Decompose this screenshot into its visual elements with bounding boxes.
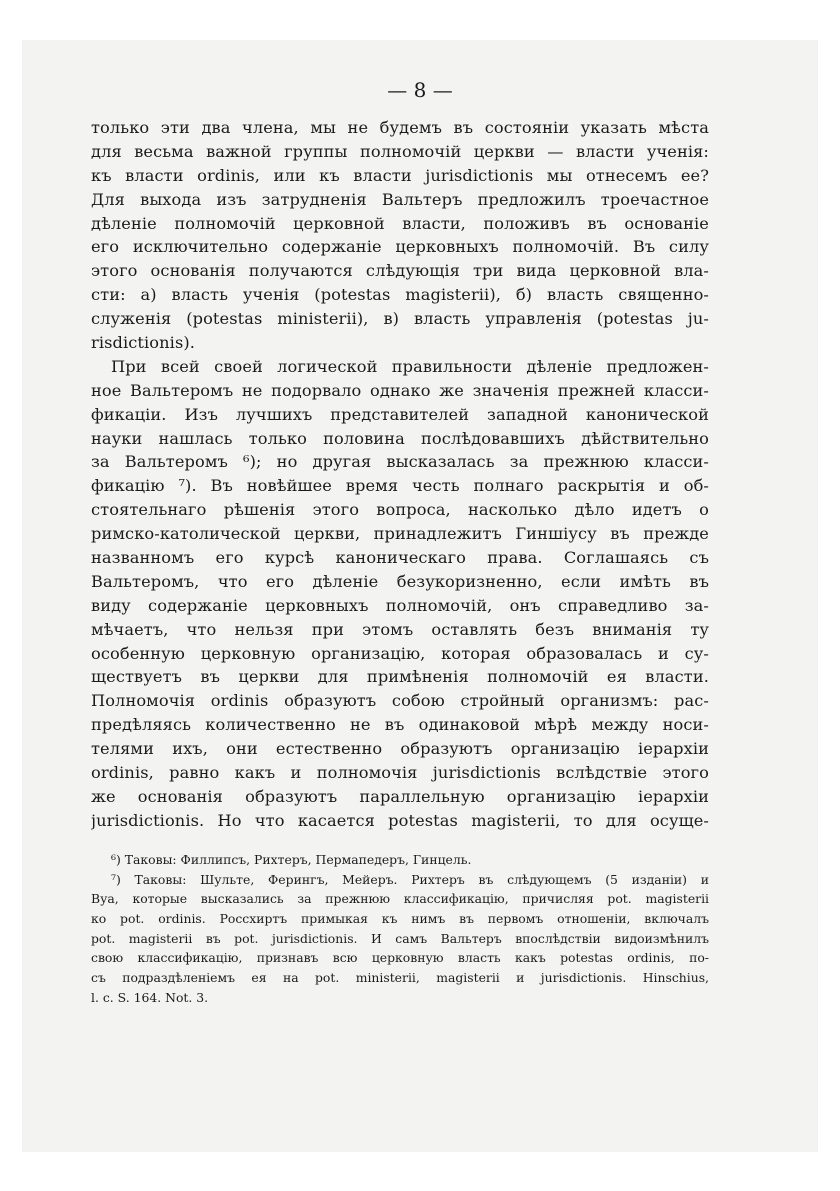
footnote-line: ⁶) Таковы: Филлипсъ, Рихтеръ, Пермапедеръ, Гинцель.: [111, 852, 472, 867]
footnote-line: l. c. S. 164. Not. 3.: [91, 989, 209, 1005]
text-line: ществуетъ въ церкви для примѣненiя полномочiй ея власти.: [91, 667, 709, 687]
text-line: ное Вальтеромъ не подорвало однако же значенiя прежней класси-: [91, 380, 709, 400]
text-line: римско-католической церкви, принадлежитъ Гиншiусу въ прежде: [91, 524, 709, 544]
text-line: jurisdictionis. Но что касается potestas magisterii, то для осуще-: [91, 810, 709, 830]
footnote-line: ⁷) Таковы: Шульте, Ферингъ, Мейеръ. Рихтеръ въ слѣдующемъ (5 изданiи) и: [111, 871, 709, 887]
footnote-6: [91, 850, 709, 870]
text-line: же основанiя образуютъ параллельную организацiю iерархiи: [91, 786, 709, 806]
text-line: особенную церковную организацiю, которая образовалась и су-: [91, 643, 709, 663]
footnote-line: ко pot. ordinis. Россхиртъ примыкая къ нимъ въ первомъ отношенiи, включалъ: [91, 911, 709, 927]
text-line: дѣленiе полномочiй церковной власти, положивъ въ основанiе: [91, 213, 709, 233]
paragraph-1: [91, 116, 709, 355]
text-line: фикацiи. Изъ лучшихъ представителей западной канонической: [91, 404, 709, 424]
text-line: названномъ его курсѣ каноническаго права. Соглашаясь съ: [91, 548, 709, 568]
text-line: этого основанiя получаются слѣдующiя три вида церковной вла-: [91, 261, 709, 281]
footnotes: [91, 850, 709, 1008]
text-line: служенiя (potestas ministerii), в) власть управленiя (potestas ju-: [91, 309, 709, 329]
text-line: фикацiю ⁷). Въ новѣйшее время честь полнаго раскрытiя и об-: [91, 476, 709, 496]
text-line: виду содержанiе церковныхъ полномочiй, онъ справедливо за-: [91, 595, 709, 615]
text-line: телями ихъ, они естественно образуютъ организацiю iерархiи: [91, 739, 709, 759]
text-line: предѣляясь количественно не въ одинаковой мѣрѣ между носи-: [91, 715, 709, 735]
page-number: — 8 —: [387, 78, 453, 102]
text-line: для весьма важной группы полномочiй церкви — власти ученiя:: [91, 141, 709, 161]
text-line: стоятельнаго рѣшенiя этого вопроса, насколько дѣло идетъ о: [91, 500, 709, 520]
text-line: ordinis, равно какъ и полномочiя jurisdictionis вслѣдствiе этого: [91, 763, 709, 783]
text-line: Полномочiя ordinis образуютъ собою стройный организмъ: рас-: [91, 691, 709, 711]
text-line: къ власти ordinis, или къ власти jurisdictionis мы отнесемъ ее?: [91, 165, 709, 185]
text-line: сти: а) власть ученiя (potestas magisterii), б) власть священно-: [91, 285, 709, 305]
text-line: его исключительно содержанiе церковныхъ полномочiй. Въ силу: [91, 237, 709, 257]
text-line: При всей своей логической правильности дѣленiе предложен-: [111, 356, 709, 376]
text-line: Для выхода изъ затрудненiя Вальтеръ предложилъ троечастное: [91, 189, 709, 209]
text-line: мѣчаетъ, что нельзя при этомъ оставлять безъ вниманiя ту: [91, 619, 709, 639]
paragraph-2: [91, 355, 709, 833]
text-line: Вальтеромъ, что его дѣленiе безукоризненно, если имѣть въ: [91, 571, 709, 591]
footnote-line: Вуа, которые высказались за прежнюю классификацiю, причисляя pot. magisterii: [91, 891, 709, 907]
body-text: [91, 116, 709, 833]
footnote-7: [91, 870, 709, 1008]
text-line: только эти два члена, мы не будемъ въ состоянiи указать мѣста: [91, 118, 709, 137]
text-line: науки нашлась только половина послѣдовавшихъ дѣйствительно: [91, 428, 709, 448]
text-line: за Вальтеромъ ⁶); но другая высказалась за прежнюю класси-: [91, 452, 709, 472]
footnote-line: съ подраздѣленiемъ ея на pot. ministerii, magisterii и jurisdictionis. Hinschius,: [91, 970, 709, 986]
text-line: risdictionis).: [91, 333, 196, 353]
footnote-line: pot. magisterii въ pot. jurisdictionis. И самъ Вальтеръ впослѣдствiи видоизмѣнилъ: [91, 930, 709, 946]
footnote-line: свою классификацiю, признавъ всю церковную власть какъ potestas ordinis, по-: [91, 950, 709, 966]
